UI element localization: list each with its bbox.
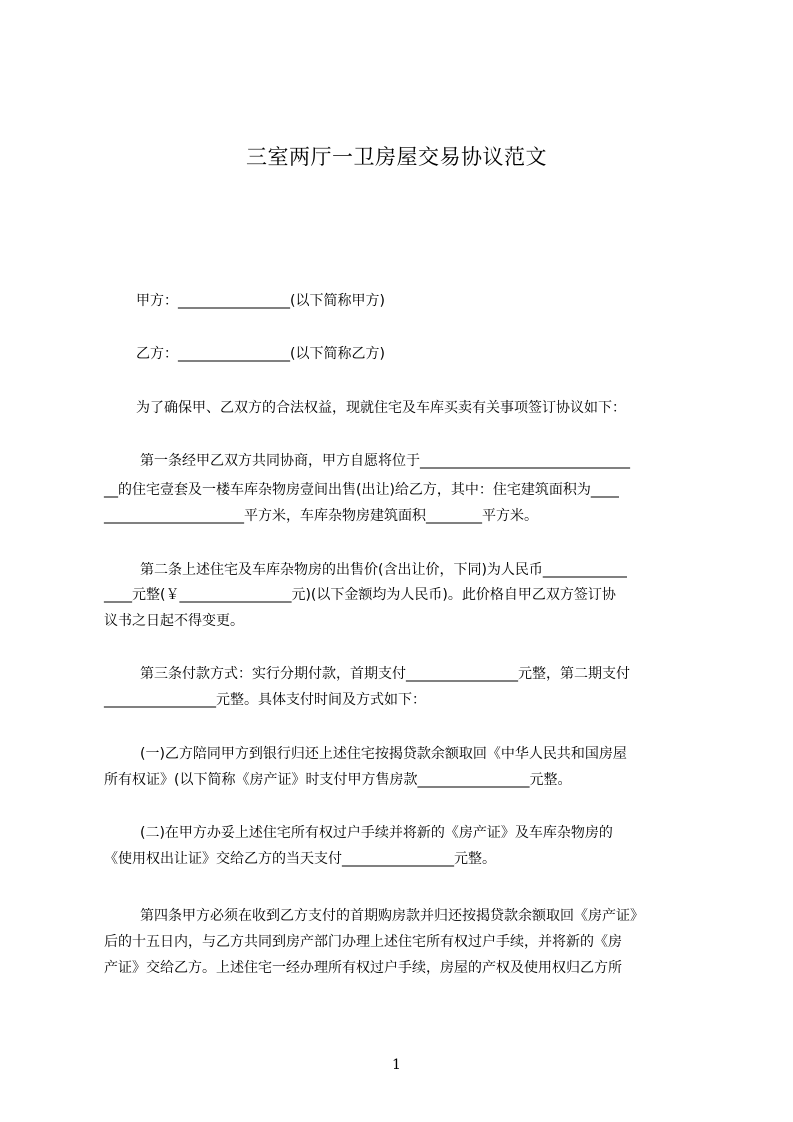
article-4-line-2: 后的十五日内，与乙方共同到房产部门办理上述住宅所有权过户手续，并将新的《房 xyxy=(104,934,622,950)
page-number: 1 xyxy=(392,1057,401,1073)
article-2-line-2: ____元整(￥________________元)(以下金额均为人民币)。此价格自甲乙双方签订协 xyxy=(104,587,616,603)
document-title: 三室两厅一卫房屋交易协议范文 xyxy=(246,145,547,169)
party-b-line: 乙方：________________(以下简称乙方) xyxy=(136,346,385,362)
preamble-line: 为了确保甲、乙双方的合法权益，现就住宅及车库买卖有关事项签订协议如下： xyxy=(136,400,626,416)
article-1-line-1: 第一条经甲乙双方共同协商，甲方自愿将位于______________________________ xyxy=(140,453,630,469)
clause-1-line-1: (一)乙方陪同甲方到银行归还上述住宅按揭贷款余额取回《中华人民共和国房屋 xyxy=(140,746,627,762)
article-4-line-3: 产证》交给乙方。上述住宅一经办理所有权过户手续，房屋的产权及使用权归乙方所 xyxy=(104,960,622,976)
clause-2-line-2: 《使用权出让证》交给乙方的当天支付________________元整。 xyxy=(104,851,496,867)
article-3-line-2: ________________元整。具体支付时间及方式如下： xyxy=(104,692,426,708)
article-2-line-1: 第二条上述住宅及车库杂物房的出售价(含出让价，下同)为人民币____________ xyxy=(140,562,627,578)
clause-1-line-2: 所有权证》(以下简称《房产证》时支付甲方售房款________________元整。 xyxy=(104,772,572,788)
article-1-line-3: ____________________平方米，车库杂物房建筑面积________平方米。 xyxy=(104,508,538,524)
article-4-line-1: 第四条甲方必须在收到乙方支付的首期购房款并归还按揭贷款余额取回《房产证》 xyxy=(140,908,644,924)
article-3-line-1: 第三条付款方式：实行分期付款，首期支付________________元整，第二期支付 xyxy=(140,666,630,682)
clause-2-line-1: (二)在甲方办妥上述住宅所有权过户手续并将新的《房产证》及车库杂物房的 xyxy=(140,825,613,841)
party-a-line: 甲方：________________(以下简称甲方) xyxy=(136,293,385,309)
article-1-line-2: __的住宅壹套及一楼车库杂物房壹间出售(出让)给乙方，其中：住宅建筑面积为____ xyxy=(104,482,619,498)
article-2-line-3: 议书之日起不得变更。 xyxy=(104,613,244,629)
